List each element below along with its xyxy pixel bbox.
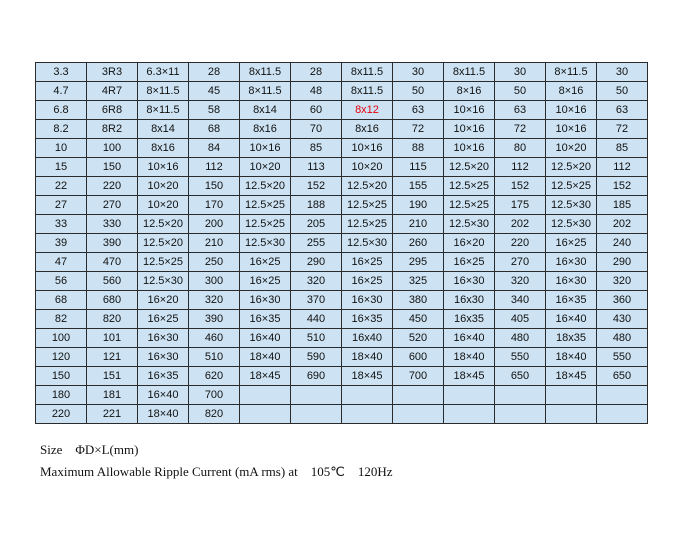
table-cell: 10×16 xyxy=(342,139,393,158)
table-cell: 16×20 xyxy=(138,291,189,310)
table-cell: 210 xyxy=(393,215,444,234)
table-cell: 82 xyxy=(36,310,87,329)
table-cell: 18×45 xyxy=(240,367,291,386)
table-cell: 10×20 xyxy=(138,196,189,215)
table-row xyxy=(36,291,648,310)
table-cell: 700 xyxy=(189,386,240,405)
table-cell: 47 xyxy=(36,253,87,272)
table-cell: 18×40 xyxy=(138,405,189,424)
table-cell: 12.5×20 xyxy=(138,215,189,234)
table-cell: 380 xyxy=(393,291,444,310)
table-row xyxy=(36,101,648,120)
table-cell: 170 xyxy=(189,196,240,215)
table-cell: 16x40 xyxy=(342,329,393,348)
table-cell xyxy=(291,405,342,424)
table-cell: 8x11.5 xyxy=(342,82,393,101)
table-cell: 320 xyxy=(189,291,240,310)
table-cell: 72 xyxy=(495,120,546,139)
notes xyxy=(40,439,393,483)
table-cell: 18×45 xyxy=(444,367,495,386)
table-cell: 10×16 xyxy=(546,101,597,120)
table-cell: 33 xyxy=(36,215,87,234)
table-cell: 88 xyxy=(393,139,444,158)
table-row xyxy=(36,139,648,158)
size-note: Size ΦD×L(mm) xyxy=(40,442,139,457)
table-cell: 480 xyxy=(597,329,648,348)
table-cell: 221 xyxy=(87,405,138,424)
table-cell: 4R7 xyxy=(87,82,138,101)
spec-table-body xyxy=(36,63,648,424)
table-cell: 150 xyxy=(36,367,87,386)
table-row xyxy=(36,177,648,196)
table-cell: 8x11.5 xyxy=(342,63,393,82)
table-cell: 16×35 xyxy=(240,310,291,329)
table-cell: 72 xyxy=(393,120,444,139)
table-cell: 680 xyxy=(87,291,138,310)
table-cell xyxy=(444,386,495,405)
table-cell: 151 xyxy=(87,367,138,386)
table-cell: 10×16 xyxy=(546,120,597,139)
table-cell: 820 xyxy=(189,405,240,424)
table-cell: 50 xyxy=(393,82,444,101)
table-cell: 16×30 xyxy=(444,272,495,291)
table-cell: 190 xyxy=(393,196,444,215)
table-cell: 112 xyxy=(597,158,648,177)
table-cell: 430 xyxy=(597,310,648,329)
table-cell: 113 xyxy=(291,158,342,177)
table-cell: 12.5×20 xyxy=(546,158,597,177)
table-cell: 16×25 xyxy=(444,253,495,272)
table-cell: 100 xyxy=(36,329,87,348)
table-cell: 8×11.5 xyxy=(240,82,291,101)
table-cell: 22 xyxy=(36,177,87,196)
table-cell: 150 xyxy=(189,177,240,196)
table-cell: 8R2 xyxy=(87,120,138,139)
table-cell: 12.5×30 xyxy=(240,234,291,253)
table-cell: 8×11.5 xyxy=(546,63,597,82)
table-cell: 510 xyxy=(291,329,342,348)
table-cell: 100 xyxy=(87,139,138,158)
table-cell: 72 xyxy=(597,120,648,139)
table-cell: 370 xyxy=(291,291,342,310)
table-cell: 63 xyxy=(495,101,546,120)
table-cell: 8×11.5 xyxy=(138,82,189,101)
spec-table xyxy=(35,62,648,424)
table-cell: 240 xyxy=(597,234,648,253)
table-cell xyxy=(597,405,648,424)
table-cell: 220 xyxy=(495,234,546,253)
table-cell: 181 xyxy=(87,386,138,405)
table-cell: 290 xyxy=(291,253,342,272)
table-cell: 8x16 xyxy=(342,120,393,139)
table-cell: 270 xyxy=(87,196,138,215)
table-cell: 3R3 xyxy=(87,63,138,82)
table-cell: 63 xyxy=(393,101,444,120)
table-cell: 84 xyxy=(189,139,240,158)
table-cell: 460 xyxy=(189,329,240,348)
table-cell: 28 xyxy=(189,63,240,82)
table-cell: 10×16 xyxy=(444,101,495,120)
table-cell: 185 xyxy=(597,196,648,215)
table-cell: 152 xyxy=(495,177,546,196)
table-cell: 10×20 xyxy=(240,158,291,177)
table-cell: 12.5×25 xyxy=(546,177,597,196)
table-cell xyxy=(546,405,597,424)
table-cell: 12.5×20 xyxy=(444,158,495,177)
table-cell: 520 xyxy=(393,329,444,348)
table-cell: 18×40 xyxy=(546,348,597,367)
table-cell: 101 xyxy=(87,329,138,348)
table-row xyxy=(36,405,648,424)
table-cell xyxy=(393,405,444,424)
table-cell: 85 xyxy=(291,139,342,158)
table-row xyxy=(36,196,648,215)
table-cell: 30 xyxy=(495,63,546,82)
table-row xyxy=(36,158,648,177)
table-cell: 4.7 xyxy=(36,82,87,101)
table-cell: 18×45 xyxy=(342,367,393,386)
table-cell: 50 xyxy=(495,82,546,101)
table-cell: 150 xyxy=(87,158,138,177)
table-cell: 205 xyxy=(291,215,342,234)
table-cell: 12.5×30 xyxy=(444,215,495,234)
table-cell: 260 xyxy=(393,234,444,253)
table-cell: 80 xyxy=(495,139,546,158)
table-cell: 112 xyxy=(495,158,546,177)
table-cell: 16×35 xyxy=(342,310,393,329)
table-cell: 270 xyxy=(495,253,546,272)
table-cell: 220 xyxy=(87,177,138,196)
table-cell: 28 xyxy=(291,63,342,82)
table-cell: 820 xyxy=(87,310,138,329)
ripple-current-note: Maximum Allowable Ripple Current (mA rms) at 105℃ 120Hz xyxy=(40,464,393,479)
table-cell xyxy=(291,386,342,405)
table-row xyxy=(36,310,648,329)
table-cell: 590 xyxy=(291,348,342,367)
table-cell xyxy=(240,386,291,405)
table-row xyxy=(36,253,648,272)
table-cell: 8x14 xyxy=(138,120,189,139)
table-cell: 48 xyxy=(291,82,342,101)
table-cell: 550 xyxy=(495,348,546,367)
table-cell: 250 xyxy=(189,253,240,272)
table-cell: 16×30 xyxy=(240,291,291,310)
table-cell: 180 xyxy=(36,386,87,405)
table-row xyxy=(36,272,648,291)
table-cell: 210 xyxy=(189,234,240,253)
table-cell: 175 xyxy=(495,196,546,215)
table-cell: 120 xyxy=(36,348,87,367)
table-row xyxy=(36,215,648,234)
table-cell: 650 xyxy=(495,367,546,386)
table-cell: 16×25 xyxy=(240,253,291,272)
table-cell: 325 xyxy=(393,272,444,291)
table-row xyxy=(36,63,648,82)
table-cell: 6R8 xyxy=(87,101,138,120)
table-cell: 152 xyxy=(291,177,342,196)
table-cell xyxy=(495,405,546,424)
table-cell: 290 xyxy=(597,253,648,272)
table-cell: 112 xyxy=(189,158,240,177)
table-cell: 70 xyxy=(291,120,342,139)
table-cell: 300 xyxy=(189,272,240,291)
table-cell: 6.3×11 xyxy=(138,63,189,82)
table-cell: 16×25 xyxy=(546,234,597,253)
table-cell xyxy=(342,405,393,424)
table-cell: 220 xyxy=(36,405,87,424)
table-cell: 650 xyxy=(597,367,648,386)
table-cell: 16×30 xyxy=(138,329,189,348)
table-cell: 152 xyxy=(597,177,648,196)
table-cell: 16x35 xyxy=(444,310,495,329)
table-cell: 18×40 xyxy=(342,348,393,367)
table-cell: 12.5×20 xyxy=(138,234,189,253)
table-cell: 15 xyxy=(36,158,87,177)
table-cell: 12.5×25 xyxy=(240,215,291,234)
table-cell: 320 xyxy=(291,272,342,291)
table-cell: 550 xyxy=(597,348,648,367)
table-cell: 480 xyxy=(495,329,546,348)
table-cell: 12.5×25 xyxy=(444,177,495,196)
table-cell: 8x16 xyxy=(240,120,291,139)
table-cell: 16×25 xyxy=(342,253,393,272)
table-cell: 10×16 xyxy=(240,139,291,158)
table-cell: 600 xyxy=(393,348,444,367)
table-cell: 56 xyxy=(36,272,87,291)
table-cell: 8x12 xyxy=(342,101,393,120)
table-cell: 16×20 xyxy=(444,234,495,253)
table-cell xyxy=(393,386,444,405)
table-cell: 60 xyxy=(291,101,342,120)
table-cell: 10×20 xyxy=(138,177,189,196)
table-cell: 8x16 xyxy=(138,139,189,158)
table-cell: 16×40 xyxy=(546,310,597,329)
table-cell: 8.2 xyxy=(36,120,87,139)
table-cell: 121 xyxy=(87,348,138,367)
table-cell: 255 xyxy=(291,234,342,253)
table-cell: 10 xyxy=(36,139,87,158)
table-cell: 440 xyxy=(291,310,342,329)
table-cell: 6.8 xyxy=(36,101,87,120)
table-cell: 12.5×20 xyxy=(342,177,393,196)
table-cell: 330 xyxy=(87,215,138,234)
table-cell: 8x14 xyxy=(240,101,291,120)
table-cell: 390 xyxy=(87,234,138,253)
table-cell: 12.5×20 xyxy=(240,177,291,196)
table-cell: 12.5×30 xyxy=(138,272,189,291)
table-row xyxy=(36,120,648,139)
table-cell xyxy=(342,386,393,405)
table-cell: 155 xyxy=(393,177,444,196)
table-cell: 16×35 xyxy=(138,367,189,386)
table-cell: 12.5×25 xyxy=(342,196,393,215)
table-cell: 690 xyxy=(291,367,342,386)
table-cell: 470 xyxy=(87,253,138,272)
table-cell: 12.5×25 xyxy=(138,253,189,272)
table-cell: 16×30 xyxy=(138,348,189,367)
table-cell: 510 xyxy=(189,348,240,367)
table-cell: 202 xyxy=(597,215,648,234)
table-cell: 8x11.5 xyxy=(444,63,495,82)
table-cell: 320 xyxy=(597,272,648,291)
table-cell: 405 xyxy=(495,310,546,329)
table-cell: 16×30 xyxy=(546,272,597,291)
table-cell: 45 xyxy=(189,82,240,101)
table-cell: 18×40 xyxy=(444,348,495,367)
table-cell: 30 xyxy=(393,63,444,82)
table-cell: 16×30 xyxy=(546,253,597,272)
table-cell: 39 xyxy=(36,234,87,253)
table-cell: 10×16 xyxy=(444,120,495,139)
table-cell: 63 xyxy=(597,101,648,120)
table-cell: 18×40 xyxy=(240,348,291,367)
table-cell: 16×30 xyxy=(342,291,393,310)
table-row xyxy=(36,234,648,253)
table-cell: 560 xyxy=(87,272,138,291)
table-cell: 12.5×25 xyxy=(240,196,291,215)
table-cell: 18×45 xyxy=(546,367,597,386)
table-cell: 85 xyxy=(597,139,648,158)
table-row xyxy=(36,386,648,405)
table-cell: 360 xyxy=(597,291,648,310)
table-cell: 18x35 xyxy=(546,329,597,348)
table-cell: 3.3 xyxy=(36,63,87,82)
table-cell: 202 xyxy=(495,215,546,234)
table-cell: 700 xyxy=(393,367,444,386)
table-row xyxy=(36,82,648,101)
table-row xyxy=(36,348,648,367)
table-cell: 320 xyxy=(495,272,546,291)
table-cell: 68 xyxy=(36,291,87,310)
table-cell xyxy=(546,386,597,405)
table-cell: 10×16 xyxy=(444,139,495,158)
table-cell: 10×20 xyxy=(342,158,393,177)
table-cell: 8×16 xyxy=(444,82,495,101)
table-cell xyxy=(597,386,648,405)
table-cell: 8×11.5 xyxy=(138,101,189,120)
table-cell: 16×40 xyxy=(138,386,189,405)
table-cell: 340 xyxy=(495,291,546,310)
table-cell: 27 xyxy=(36,196,87,215)
table-row xyxy=(36,367,648,386)
table-cell: 200 xyxy=(189,215,240,234)
table-cell: 12.5×30 xyxy=(546,196,597,215)
table-cell: 16×40 xyxy=(444,329,495,348)
table-cell: 8x11.5 xyxy=(240,63,291,82)
table-row xyxy=(36,329,648,348)
table-cell: 16×25 xyxy=(240,272,291,291)
table-cell: 16×25 xyxy=(342,272,393,291)
table-cell: 12.5×25 xyxy=(444,196,495,215)
table-cell: 16×35 xyxy=(546,291,597,310)
table-cell: 58 xyxy=(189,101,240,120)
table-cell: 68 xyxy=(189,120,240,139)
table-cell: 188 xyxy=(291,196,342,215)
table-cell: 12.5×25 xyxy=(342,215,393,234)
table-cell xyxy=(444,405,495,424)
table-cell: 450 xyxy=(393,310,444,329)
table-cell: 10×20 xyxy=(546,139,597,158)
table-cell: 16×40 xyxy=(240,329,291,348)
table-cell: 12.5×30 xyxy=(342,234,393,253)
table-cell: 16x30 xyxy=(444,291,495,310)
table-cell: 115 xyxy=(393,158,444,177)
table-cell: 390 xyxy=(189,310,240,329)
table-cell: 620 xyxy=(189,367,240,386)
table-cell: 10×16 xyxy=(138,158,189,177)
table-cell: 12.5×30 xyxy=(546,215,597,234)
table-cell: 16×25 xyxy=(138,310,189,329)
table-cell xyxy=(495,386,546,405)
table-cell: 295 xyxy=(393,253,444,272)
table-cell xyxy=(240,405,291,424)
table-cell: 30 xyxy=(597,63,648,82)
table-cell: 8×16 xyxy=(546,82,597,101)
table-cell: 50 xyxy=(597,82,648,101)
